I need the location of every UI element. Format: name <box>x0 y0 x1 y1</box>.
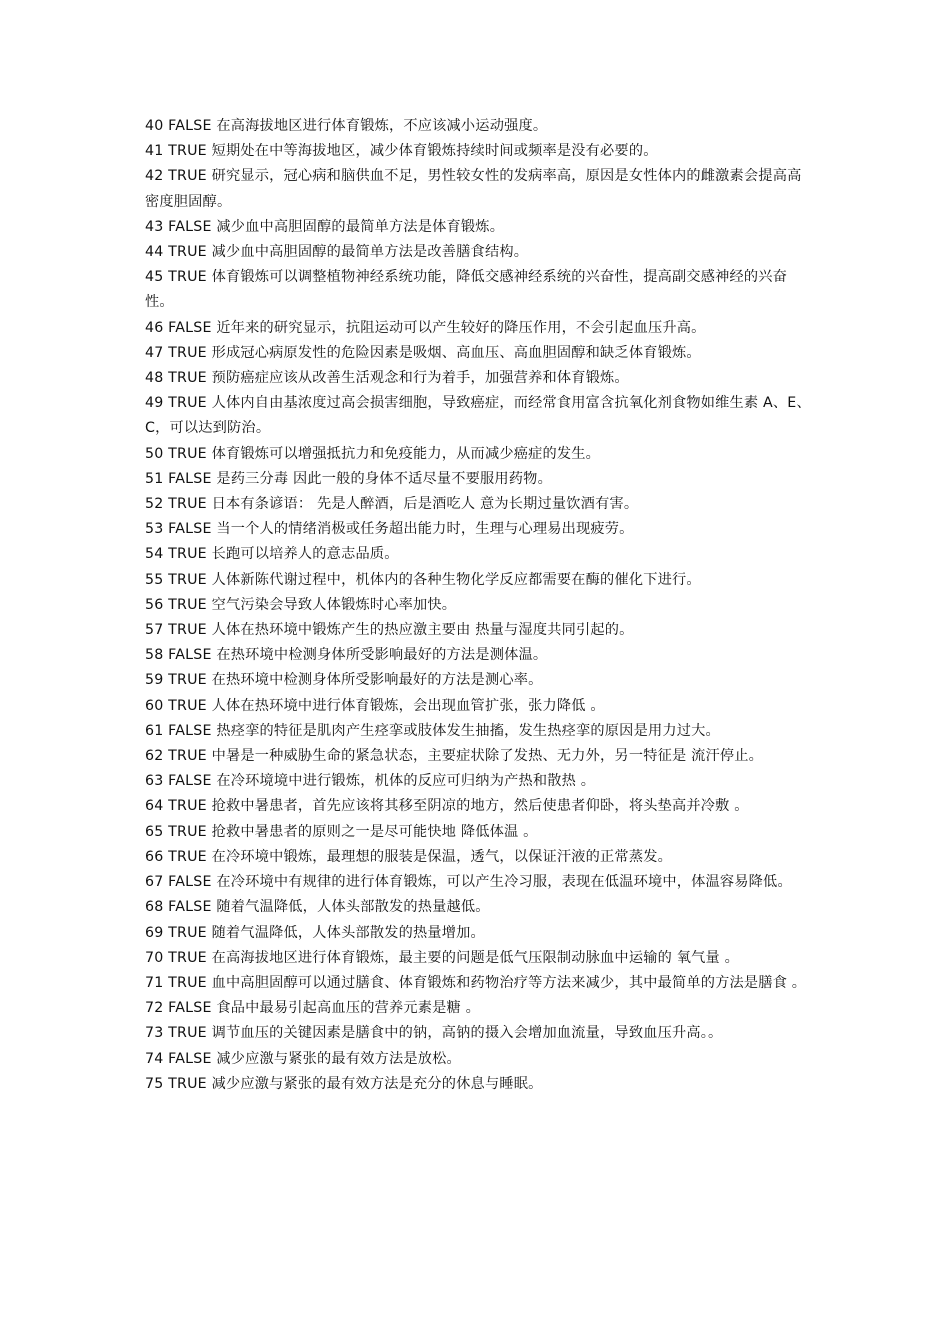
item-number: 57 <box>145 622 164 639</box>
item-statement: 减少血中高胆固醇的最简单方法是改善膳食结构。 <box>211 244 529 261</box>
item-answer: TRUE <box>168 949 207 966</box>
item-statement: 是药三分毒 因此一般的身体不适尽量不要服用药物。 <box>216 470 552 487</box>
item-answer: TRUE <box>168 823 207 840</box>
item-statement: 随着气温降低，人体头部散发的热量越低。 <box>216 899 490 916</box>
item-number: 73 <box>145 1025 164 1042</box>
item-answer: TRUE <box>168 571 207 588</box>
item-answer: TRUE <box>168 748 207 765</box>
item-number: 42 <box>145 168 164 185</box>
item-answer: TRUE <box>168 344 207 361</box>
item-statement: 近年来的研究显示，抗阻运动可以产生较好的降压作用，不会引起血压升高。 <box>216 319 706 336</box>
item-number: 52 <box>145 496 164 513</box>
item-statement: 形成冠心病原发性的危险因素是吸烟、高血压、高血胆固醇和缺乏体育锻炼。 <box>211 344 701 361</box>
answer-item <box>145 769 815 794</box>
item-statement: 抢救中暑患者，首先应该将其移至阴凉的地方，然后使患者仰卧，将头垫高并冷敷 。 <box>211 798 749 815</box>
item-number: 75 <box>145 1075 164 1092</box>
item-statement: 日本有条谚语： 先是人醉酒，后是酒吃人 意为长期过量饮酒有害。 <box>211 496 639 513</box>
item-statement: 血中高胆固醇可以通过膳食、体育锻炼和药物治疗等方法来减少，其中最简单的方法是膳食 。 <box>211 974 807 991</box>
item-answer: TRUE <box>168 546 207 563</box>
item-number: 66 <box>145 848 164 865</box>
item-number: 69 <box>145 924 164 941</box>
item-answer: TRUE <box>168 697 207 714</box>
item-answer: FALSE <box>168 470 212 487</box>
item-statement: 人体在热环境中进行体育锻炼，会出现血管扩张，张力降低 。 <box>211 697 605 714</box>
answer-item <box>145 719 815 744</box>
item-statement: 在高海拔地区进行体育锻炼，最主要的问题是低气压限制动脉血中运输的 氧气量 。 <box>211 949 739 966</box>
item-answer: FALSE <box>168 722 212 739</box>
item-number: 65 <box>145 823 164 840</box>
item-number: 59 <box>145 672 164 689</box>
answer-item <box>145 492 815 517</box>
item-number: 63 <box>145 773 164 790</box>
item-answer: TRUE <box>168 168 207 185</box>
answer-item <box>145 1047 815 1072</box>
item-number: 40 <box>145 118 164 134</box>
answer-item <box>145 114 815 139</box>
item-answer: TRUE <box>168 672 207 689</box>
answer-item <box>145 316 815 341</box>
answer-item <box>145 794 815 819</box>
item-statement: 预防癌症应该从改善生活观念和行为着手，加强营养和体育锻炼。 <box>211 370 629 387</box>
item-statement: 调节血压的关键因素是膳食中的钠，高钠的摄入会增加血流量，导致血压升高。。 <box>211 1025 723 1042</box>
item-number: 43 <box>145 218 164 235</box>
answer-item <box>145 921 815 946</box>
item-answer: FALSE <box>168 319 212 336</box>
item-answer: FALSE <box>168 521 212 538</box>
answer-item <box>145 870 815 895</box>
item-answer: TRUE <box>168 1025 207 1042</box>
item-answer: TRUE <box>168 244 207 261</box>
answer-item <box>145 467 815 492</box>
item-statement: 抢救中暑患者的原则之一是尽可能快地 降低体温 。 <box>211 823 538 840</box>
answer-item <box>145 442 815 467</box>
answer-item <box>145 643 815 668</box>
item-statement: 人体在热环境中锻炼产生的热应激主要由 热量与湿度共同引起的。 <box>211 622 634 639</box>
item-number: 62 <box>145 748 164 765</box>
item-number: 50 <box>145 445 164 462</box>
item-answer: TRUE <box>168 974 207 991</box>
item-statement: 减少血中高胆固醇的最简单方法是体育锻炼。 <box>216 218 505 235</box>
item-answer: TRUE <box>168 622 207 639</box>
item-number: 44 <box>145 244 164 261</box>
item-statement: 减少应激与紧张的最有效方法是放松。 <box>216 1050 461 1067</box>
item-statement: 人体新陈代谢过程中，机体内的各种生物化学反应都需要在酶的催化下进行。 <box>211 571 701 588</box>
item-number: 74 <box>145 1050 164 1067</box>
item-number: 71 <box>145 974 164 991</box>
item-number: 49 <box>145 395 164 412</box>
item-answer: FALSE <box>168 1050 212 1067</box>
item-answer: FALSE <box>168 899 212 916</box>
answer-item <box>145 1021 815 1046</box>
answer-item <box>145 391 815 441</box>
answer-list <box>145 114 815 1097</box>
answer-item <box>145 366 815 391</box>
item-statement: 随着气温降低，人体头部散发的热量增加。 <box>211 924 485 941</box>
item-number: 55 <box>145 571 164 588</box>
item-statement: 食品中最易引起高血压的营养元素是糖 。 <box>216 1000 481 1017</box>
item-answer: TRUE <box>168 924 207 941</box>
answer-item <box>145 744 815 769</box>
item-statement: 人体内自由基浓度过高会损害细胞，导致癌症，而经常食用富含抗氧化剂食物如维生素 A、E、C，可以达到防治。 <box>145 395 811 437</box>
item-answer: TRUE <box>168 798 207 815</box>
item-number: 70 <box>145 949 164 966</box>
item-statement: 当一个人的情绪消极或任务超出能力时，生理与心理易出现疲劳。 <box>216 521 634 538</box>
answer-item <box>145 996 815 1021</box>
item-answer: TRUE <box>168 269 207 286</box>
item-answer: FALSE <box>168 874 212 891</box>
item-number: 41 <box>145 143 164 160</box>
item-answer: TRUE <box>168 395 207 412</box>
item-statement: 空气污染会导致人体锻炼时心率加快。 <box>211 596 457 613</box>
answer-item <box>145 820 815 845</box>
item-number: 54 <box>145 546 164 563</box>
item-number: 45 <box>145 269 164 286</box>
item-answer: FALSE <box>168 773 212 790</box>
item-number: 51 <box>145 470 164 487</box>
item-answer: TRUE <box>168 848 207 865</box>
item-answer: TRUE <box>168 1075 207 1092</box>
item-statement: 在冷环境境中进行锻炼，机体的反应可归纳为产热和散热 。 <box>216 773 596 790</box>
item-statement: 在热环境中检测身体所受影响最好的方法是测心率。 <box>211 672 543 689</box>
item-statement: 在热环境中检测身体所受影响最好的方法是测体温。 <box>216 647 548 664</box>
answer-item <box>145 164 815 214</box>
answer-item <box>145 895 815 920</box>
item-answer: TRUE <box>168 370 207 387</box>
item-answer: FALSE <box>168 218 212 235</box>
item-statement: 中暑是一种威胁生命的紧急状态，主要症状除了发热、无力外，另一特征是 流汗停止。 <box>211 748 764 765</box>
item-number: 64 <box>145 798 164 815</box>
answer-item <box>145 971 815 996</box>
item-statement: 在冷环境中有规律的进行体育锻炼，可以产生冷习服，表现在低温环境中，体温容易降低。 <box>216 874 792 891</box>
item-number: 60 <box>145 697 164 714</box>
item-number: 72 <box>145 1000 164 1017</box>
item-number: 58 <box>145 647 164 664</box>
item-statement: 在冷环境中锻炼，最理想的服装是保温，透气，以保证汗液的正常蒸发。 <box>211 848 672 865</box>
item-answer: FALSE <box>168 118 212 134</box>
answer-item <box>145 568 815 593</box>
item-answer: TRUE <box>168 445 207 462</box>
item-number: 56 <box>145 596 164 613</box>
item-statement: 研究显示，冠心病和脑供血不足，男性较女性的发病率高，原因是女性体内的雌激素会提高高密度胆固醇。 <box>145 168 802 210</box>
answer-item <box>145 668 815 693</box>
item-answer: TRUE <box>168 143 207 160</box>
answer-item <box>145 517 815 542</box>
answer-item <box>145 845 815 870</box>
item-statement: 体育锻炼可以调整植物神经系统功能，降低交感神经系统的兴奋性，提高副交感神经的兴奋性。 <box>145 269 788 311</box>
answer-item <box>145 542 815 567</box>
item-statement: 热痉挛的特征是肌肉产生痉挛或肢体发生抽搐，发生热痉挛的原因是用力过大。 <box>216 722 720 739</box>
answer-item <box>145 215 815 240</box>
item-answer: FALSE <box>168 1000 212 1017</box>
item-number: 67 <box>145 874 164 891</box>
item-statement: 在高海拔地区进行体育锻炼，不应该减小运动强度。 <box>216 118 548 134</box>
item-answer: FALSE <box>168 647 212 664</box>
item-statement: 长跑可以培养人的意志品质。 <box>211 546 399 563</box>
answer-item <box>145 1072 815 1097</box>
answer-item <box>145 618 815 643</box>
answer-item <box>145 341 815 366</box>
item-number: 68 <box>145 899 164 916</box>
item-number: 47 <box>145 344 164 361</box>
item-number: 53 <box>145 521 164 538</box>
item-number: 61 <box>145 722 164 739</box>
answer-item <box>145 139 815 164</box>
item-number: 46 <box>145 319 164 336</box>
answer-item <box>145 265 815 315</box>
answer-item <box>145 240 815 265</box>
item-number: 48 <box>145 370 164 387</box>
answer-item <box>145 694 815 719</box>
item-statement: 体育锻炼可以增强抵抗力和免疫能力，从而减少癌症的发生。 <box>211 445 601 462</box>
item-answer: TRUE <box>168 496 207 513</box>
answer-item <box>145 593 815 618</box>
item-statement: 短期处在中等海拔地区，减少体育锻炼持续时间或频率是没有必要的。 <box>211 143 658 160</box>
answer-item <box>145 946 815 971</box>
item-statement: 减少应激与紧张的最有效方法是充分的休息与睡眠。 <box>211 1075 543 1092</box>
item-answer: TRUE <box>168 596 207 613</box>
